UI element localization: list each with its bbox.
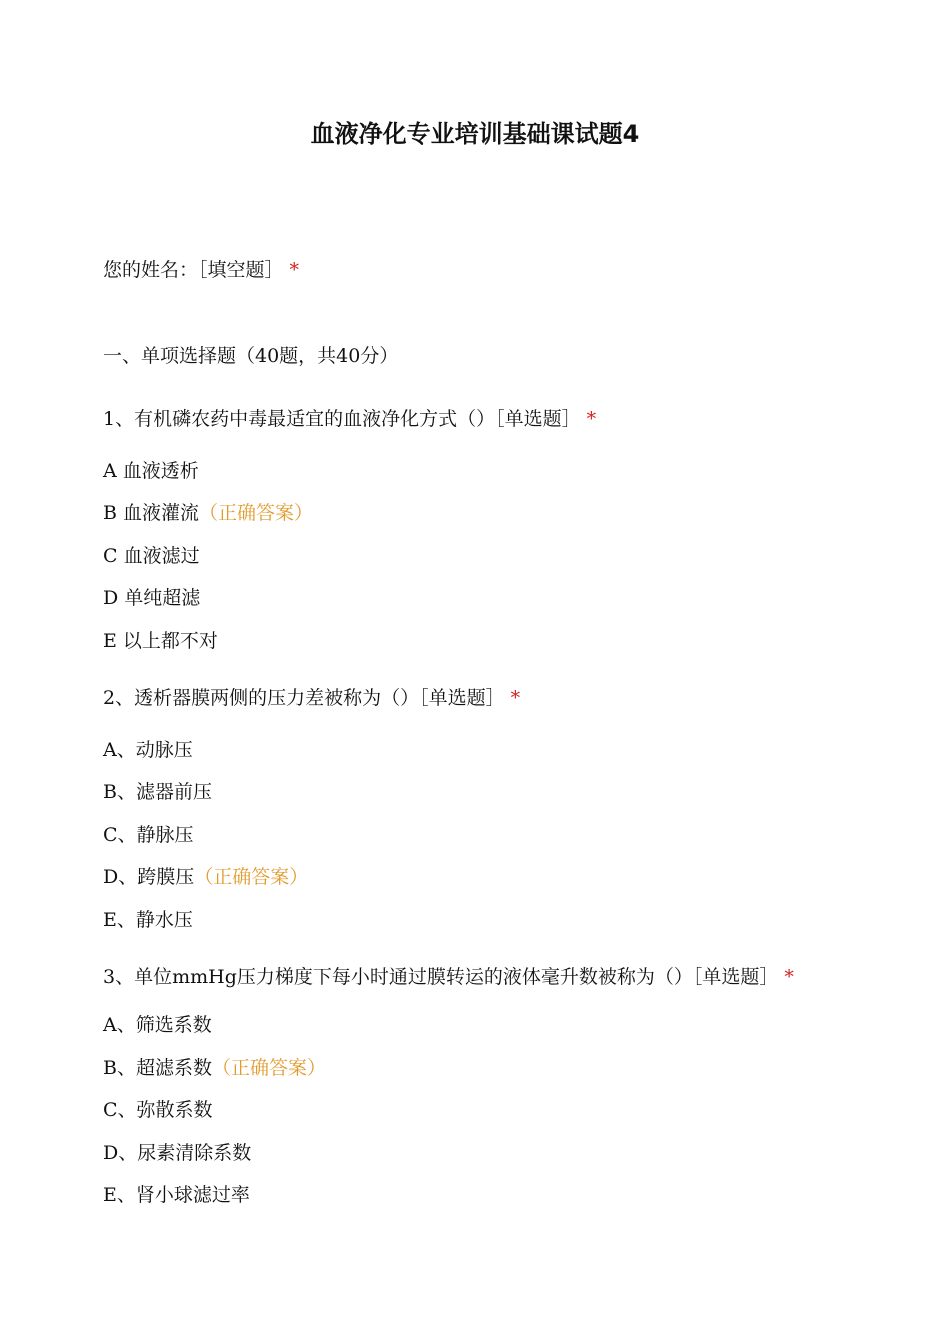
q2-option-d[interactable] — [103, 863, 308, 891]
question-1-text: 1、有机磷农药中毒最适宜的血液净化方式（）［单选题］ — [103, 408, 581, 430]
q2-option-a[interactable]: A、动脉压 — [103, 739, 193, 761]
q1-option-d[interactable]: D 单纯超滤 — [103, 587, 201, 609]
correct-answer-label: （正确答案） — [194, 866, 309, 888]
option-text: B 血液灌流 — [103, 502, 200, 524]
q1-option-a[interactable]: A 血液透析 — [103, 460, 199, 482]
q3-option-c[interactable]: C、弥散系数 — [103, 1099, 213, 1121]
option-text: D、跨膜压 — [103, 866, 195, 888]
correct-answer-label: （正确答案） — [211, 1057, 326, 1079]
required-mark: * — [289, 259, 300, 281]
correct-answer-label: （正确答案） — [199, 502, 314, 524]
page-title: 血液净化专业培训基础课试题4 — [310, 120, 640, 148]
q3-option-d[interactable]: D、尿素清除系数 — [103, 1142, 252, 1164]
question-3-text: 3、单位mmHg压力梯度下每小时通过膜转运的液体毫升数被称为（）［单选题］ — [103, 966, 779, 988]
question-2 — [103, 684, 520, 712]
required-mark: * — [586, 408, 597, 430]
required-mark: * — [510, 687, 521, 709]
name-field-label — [103, 256, 299, 284]
q2-option-b[interactable]: B、滤器前压 — [103, 781, 212, 803]
question-1 — [103, 405, 596, 433]
section-heading: 一、单项选择题（40题，共40分） — [103, 345, 399, 367]
required-mark: * — [784, 966, 794, 988]
question-2-text: 2、透析器膜两侧的压力差被称为（）［单选题］ — [103, 687, 505, 709]
q3-option-e[interactable]: E、肾小球滤过率 — [103, 1184, 250, 1206]
q1-option-e[interactable]: E 以上都不对 — [103, 630, 218, 652]
option-text: B、超滤系数 — [103, 1057, 212, 1079]
q3-option-a[interactable]: A、筛选系数 — [103, 1014, 212, 1036]
q3-option-b[interactable] — [103, 1054, 326, 1082]
q1-option-b[interactable] — [103, 499, 313, 527]
q1-option-c[interactable]: C 血液滤过 — [103, 545, 200, 567]
q2-option-c[interactable]: C、静脉压 — [103, 824, 194, 846]
question-3 — [103, 963, 794, 991]
name-label-text: 您的姓名：［填空题］ — [103, 259, 284, 281]
q2-option-e[interactable]: E、静水压 — [103, 909, 193, 931]
